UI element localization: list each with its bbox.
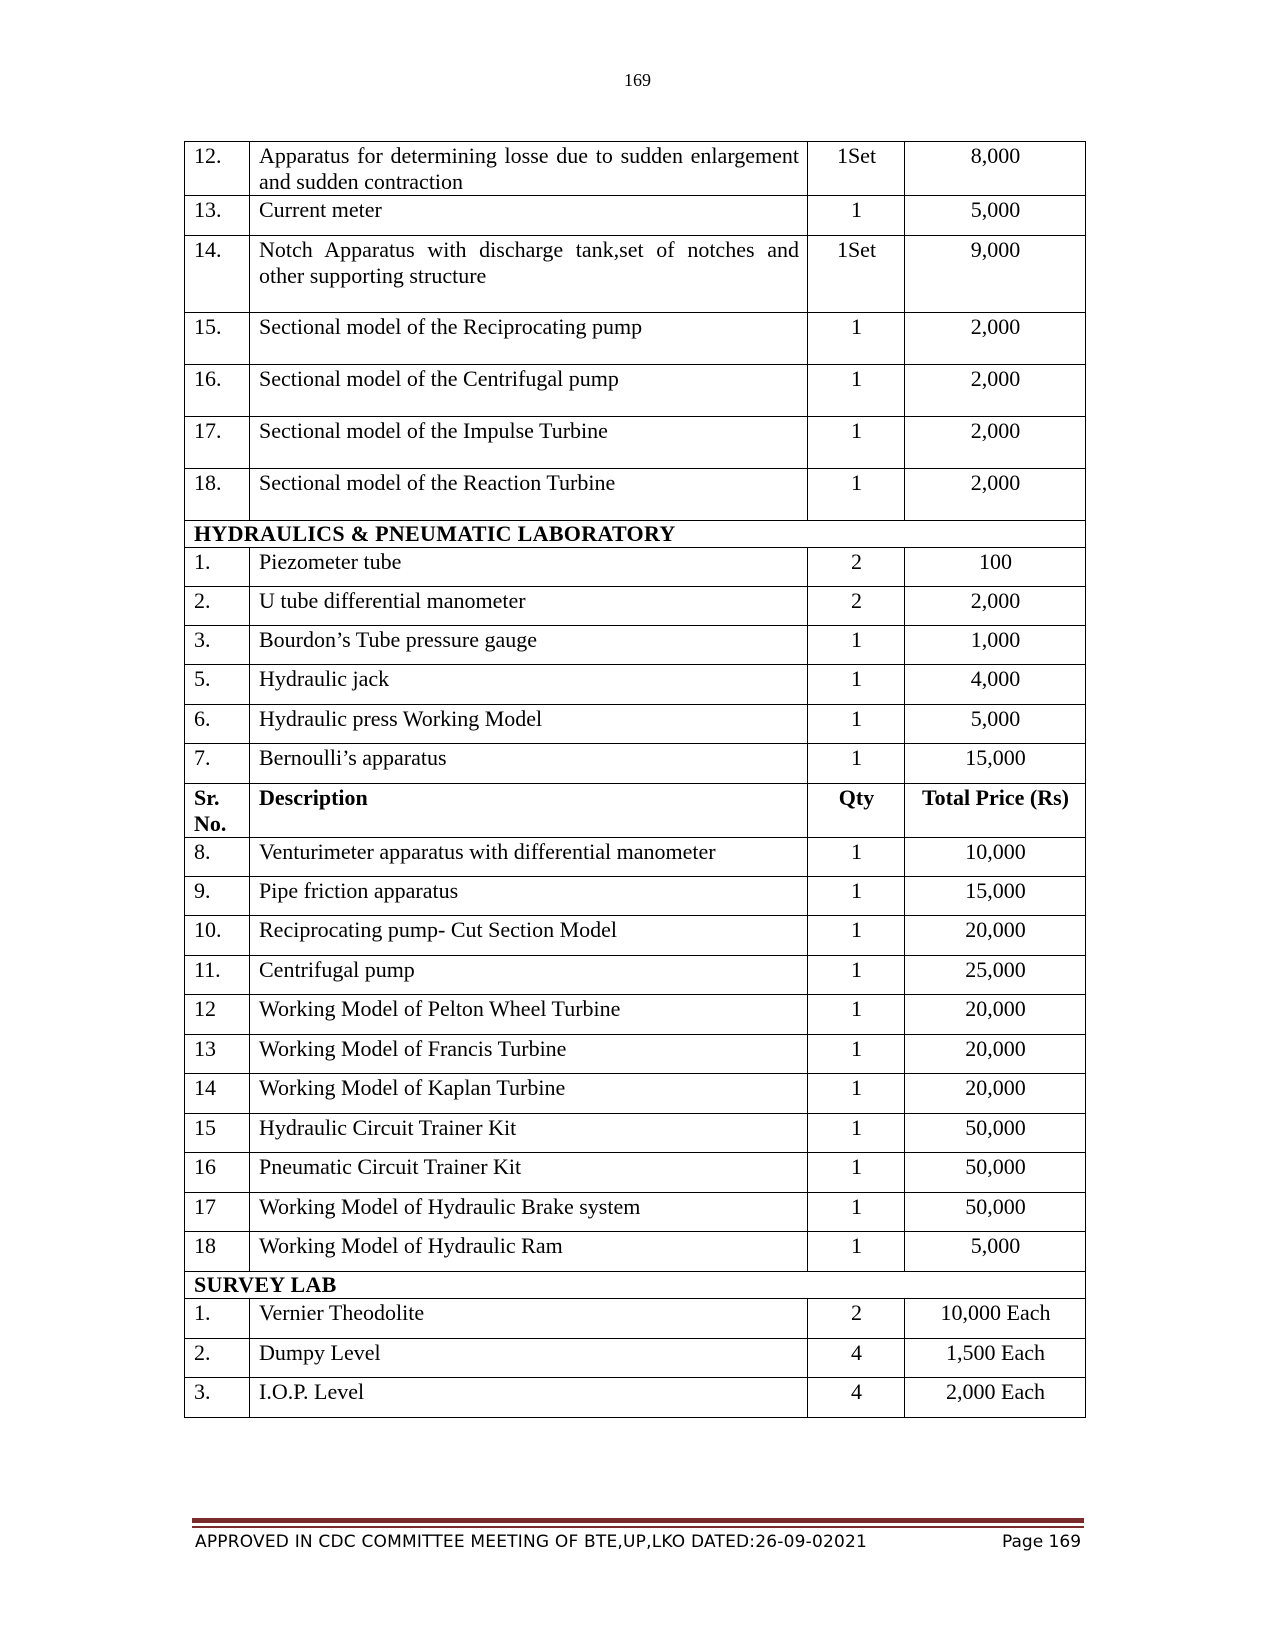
table-row: [185, 838, 1086, 877]
cell-quantity: 1: [808, 665, 905, 705]
cell-serial-no: 14.: [185, 236, 250, 313]
cell-description: Venturimeter apparatus with differential manometer: [250, 838, 808, 877]
cell-quantity: 1: [808, 1114, 905, 1153]
cell-quantity: 4: [808, 1339, 905, 1378]
cell-serial-no: 15: [185, 1114, 250, 1153]
cell-price: 9,000: [905, 236, 1086, 313]
cell-quantity: 1: [808, 626, 905, 665]
cell-description: Sectional model of the Reciprocating pump: [250, 313, 808, 365]
equipment-table: [184, 141, 1086, 1418]
cell-serial-no: 1.: [185, 1299, 250, 1339]
cell-serial-no: 1.: [185, 548, 250, 587]
cell-price: 1,000: [905, 626, 1086, 665]
cell-serial-no: 5.: [185, 665, 250, 705]
cell-quantity: 1Set: [808, 142, 905, 196]
table-row: [185, 705, 1086, 744]
cell-quantity: 4: [808, 1378, 905, 1418]
cell-quantity: 1: [808, 196, 905, 236]
table-row: [185, 626, 1086, 665]
section-header-row: [185, 1272, 1086, 1299]
cell-quantity: 1: [808, 313, 905, 365]
section-title: HYDRAULICS & PNEUMATIC LABORATORY: [185, 521, 1086, 548]
cell-description: Hydraulic jack: [250, 665, 808, 705]
cell-price: 4,000: [905, 665, 1086, 705]
cell-price: 50,000: [905, 1193, 1086, 1232]
cell-quantity: 1: [808, 956, 905, 995]
table-row: [185, 1299, 1086, 1339]
cell-serial-no: 17.: [185, 417, 250, 469]
cell-price: 2,000: [905, 469, 1086, 521]
cell-description: Working Model of Francis Turbine: [250, 1035, 808, 1074]
cell-serial-no: 15.: [185, 313, 250, 365]
cell-price: 50,000: [905, 1114, 1086, 1153]
cell-description: Pipe friction apparatus: [250, 877, 808, 916]
table-row: [185, 1232, 1086, 1272]
cell-serial-no: 2.: [185, 587, 250, 626]
cell-serial-no: 12.: [185, 142, 250, 196]
cell-price: 50,000: [905, 1153, 1086, 1193]
table-row: [185, 744, 1086, 784]
table-row: [185, 1074, 1086, 1114]
cell-quantity: Qty: [808, 784, 905, 838]
cell-serial-no: 13.: [185, 196, 250, 236]
cell-description: Notch Apparatus with discharge tank,set of notches and other supporting structure: [250, 236, 808, 313]
cell-quantity: 1: [808, 469, 905, 521]
cell-price: 10,000: [905, 838, 1086, 877]
cell-price: 20,000: [905, 995, 1086, 1035]
cell-serial-no: 3.: [185, 626, 250, 665]
cell-price: 1,500 Each: [905, 1339, 1086, 1378]
table-row: [185, 665, 1086, 705]
cell-description: Working Model of Pelton Wheel Turbine: [250, 995, 808, 1035]
cell-serial-no: 3.: [185, 1378, 250, 1418]
table-row: [185, 365, 1086, 417]
cell-price: Total Price (Rs): [905, 784, 1086, 838]
cell-description: Bourdon’s Tube pressure gauge: [250, 626, 808, 665]
cell-serial-no: Sr. No.: [185, 784, 250, 838]
cell-serial-no: 7.: [185, 744, 250, 784]
section-title: SURVEY LAB: [185, 1272, 1086, 1299]
cell-quantity: 1: [808, 1193, 905, 1232]
cell-price: 20,000: [905, 1035, 1086, 1074]
cell-quantity: 1: [808, 1035, 905, 1074]
cell-price: 2,000: [905, 587, 1086, 626]
cell-price: 2,000: [905, 313, 1086, 365]
table-row: [185, 1035, 1086, 1074]
cell-description: Vernier Theodolite: [250, 1299, 808, 1339]
table-row: [185, 548, 1086, 587]
cell-serial-no: 14: [185, 1074, 250, 1114]
table-row: [185, 995, 1086, 1035]
cell-description: Reciprocating pump- Cut Section Model: [250, 916, 808, 956]
column-header-row: [185, 784, 1086, 838]
cell-description: Sectional model of the Impulse Turbine: [250, 417, 808, 469]
cell-price: 2,000: [905, 417, 1086, 469]
cell-price: 5,000: [905, 1232, 1086, 1272]
table-row: [185, 1378, 1086, 1418]
cell-quantity: 1: [808, 1232, 905, 1272]
table-row: [185, 417, 1086, 469]
cell-description: Apparatus for determining losse due to sudden enlargement and sudden contraction: [250, 142, 808, 196]
cell-description: Dumpy Level: [250, 1339, 808, 1378]
cell-quantity: 1: [808, 916, 905, 956]
cell-quantity: 1: [808, 365, 905, 417]
cell-quantity: 1: [808, 1074, 905, 1114]
table-row: [185, 587, 1086, 626]
cell-price: 15,000: [905, 877, 1086, 916]
cell-quantity: 2: [808, 1299, 905, 1339]
cell-price: 10,000 Each: [905, 1299, 1086, 1339]
table-row: [185, 469, 1086, 521]
cell-price: 2,000 Each: [905, 1378, 1086, 1418]
table-row: [185, 236, 1086, 313]
cell-price: 5,000: [905, 705, 1086, 744]
equipment-table-body: [185, 142, 1086, 1418]
cell-description: Hydraulic press Working Model: [250, 705, 808, 744]
cell-price: 8,000: [905, 142, 1086, 196]
cell-description: Working Model of Hydraulic Ram: [250, 1232, 808, 1272]
cell-price: 2,000: [905, 365, 1086, 417]
cell-price: 5,000: [905, 196, 1086, 236]
footer-rule: [192, 1518, 1084, 1523]
footer-approval-text: APPROVED IN CDC COMMITTEE MEETING OF BTE,UP,LKO DATED:26-09-02021: [195, 1532, 868, 1552]
table-row: [185, 142, 1086, 196]
cell-description: Pneumatic Circuit Trainer Kit: [250, 1153, 808, 1193]
cell-price: 20,000: [905, 916, 1086, 956]
cell-price: 25,000: [905, 956, 1086, 995]
cell-description: Centrifugal pump: [250, 956, 808, 995]
cell-serial-no: 13: [185, 1035, 250, 1074]
cell-serial-no: 11.: [185, 956, 250, 995]
table-row: [185, 956, 1086, 995]
cell-serial-no: 2.: [185, 1339, 250, 1378]
cell-serial-no: 17: [185, 1193, 250, 1232]
cell-quantity: 2: [808, 587, 905, 626]
cell-serial-no: 10.: [185, 916, 250, 956]
cell-quantity: 1: [808, 877, 905, 916]
cell-serial-no: 8.: [185, 838, 250, 877]
cell-serial-no: 16.: [185, 365, 250, 417]
cell-description: Sectional model of the Centrifugal pump: [250, 365, 808, 417]
cell-quantity: 1: [808, 705, 905, 744]
cell-serial-no: 9.: [185, 877, 250, 916]
cell-serial-no: 18.: [185, 469, 250, 521]
cell-quantity: 1: [808, 838, 905, 877]
table-row: [185, 1114, 1086, 1153]
cell-serial-no: 16: [185, 1153, 250, 1193]
cell-serial-no: 6.: [185, 705, 250, 744]
footer-rule-thin: [192, 1526, 1084, 1528]
cell-price: 100: [905, 548, 1086, 587]
table-row: [185, 877, 1086, 916]
cell-description: Working Model of Kaplan Turbine: [250, 1074, 808, 1114]
cell-price: 20,000: [905, 1074, 1086, 1114]
cell-description: Hydraulic Circuit Trainer Kit: [250, 1114, 808, 1153]
cell-quantity: 1Set: [808, 236, 905, 313]
cell-description: Sectional model of the Reaction Turbine: [250, 469, 808, 521]
table-row: [185, 916, 1086, 956]
table-row: [185, 1153, 1086, 1193]
table-row: [185, 1339, 1086, 1378]
section-header-row: [185, 521, 1086, 548]
cell-description: Piezometer tube: [250, 548, 808, 587]
cell-serial-no: 18: [185, 1232, 250, 1272]
cell-description: I.O.P. Level: [250, 1378, 808, 1418]
table-row: [185, 1193, 1086, 1232]
cell-description: Description: [250, 784, 808, 838]
cell-quantity: 1: [808, 744, 905, 784]
cell-quantity: 1: [808, 417, 905, 469]
cell-description: Current meter: [250, 196, 808, 236]
table-row: [185, 196, 1086, 236]
cell-quantity: 1: [808, 1153, 905, 1193]
cell-description: U tube differential manometer: [250, 587, 808, 626]
cell-serial-no: 12: [185, 995, 250, 1035]
table-row: [185, 313, 1086, 365]
cell-quantity: 1: [808, 995, 905, 1035]
cell-price: 15,000: [905, 744, 1086, 784]
footer-page-number: Page 169: [1002, 1532, 1082, 1552]
cell-description: Bernoulli’s apparatus: [250, 744, 808, 784]
cell-quantity: 2: [808, 548, 905, 587]
cell-description: Working Model of Hydraulic Brake system: [250, 1193, 808, 1232]
page-number-top: 169: [624, 70, 651, 90]
